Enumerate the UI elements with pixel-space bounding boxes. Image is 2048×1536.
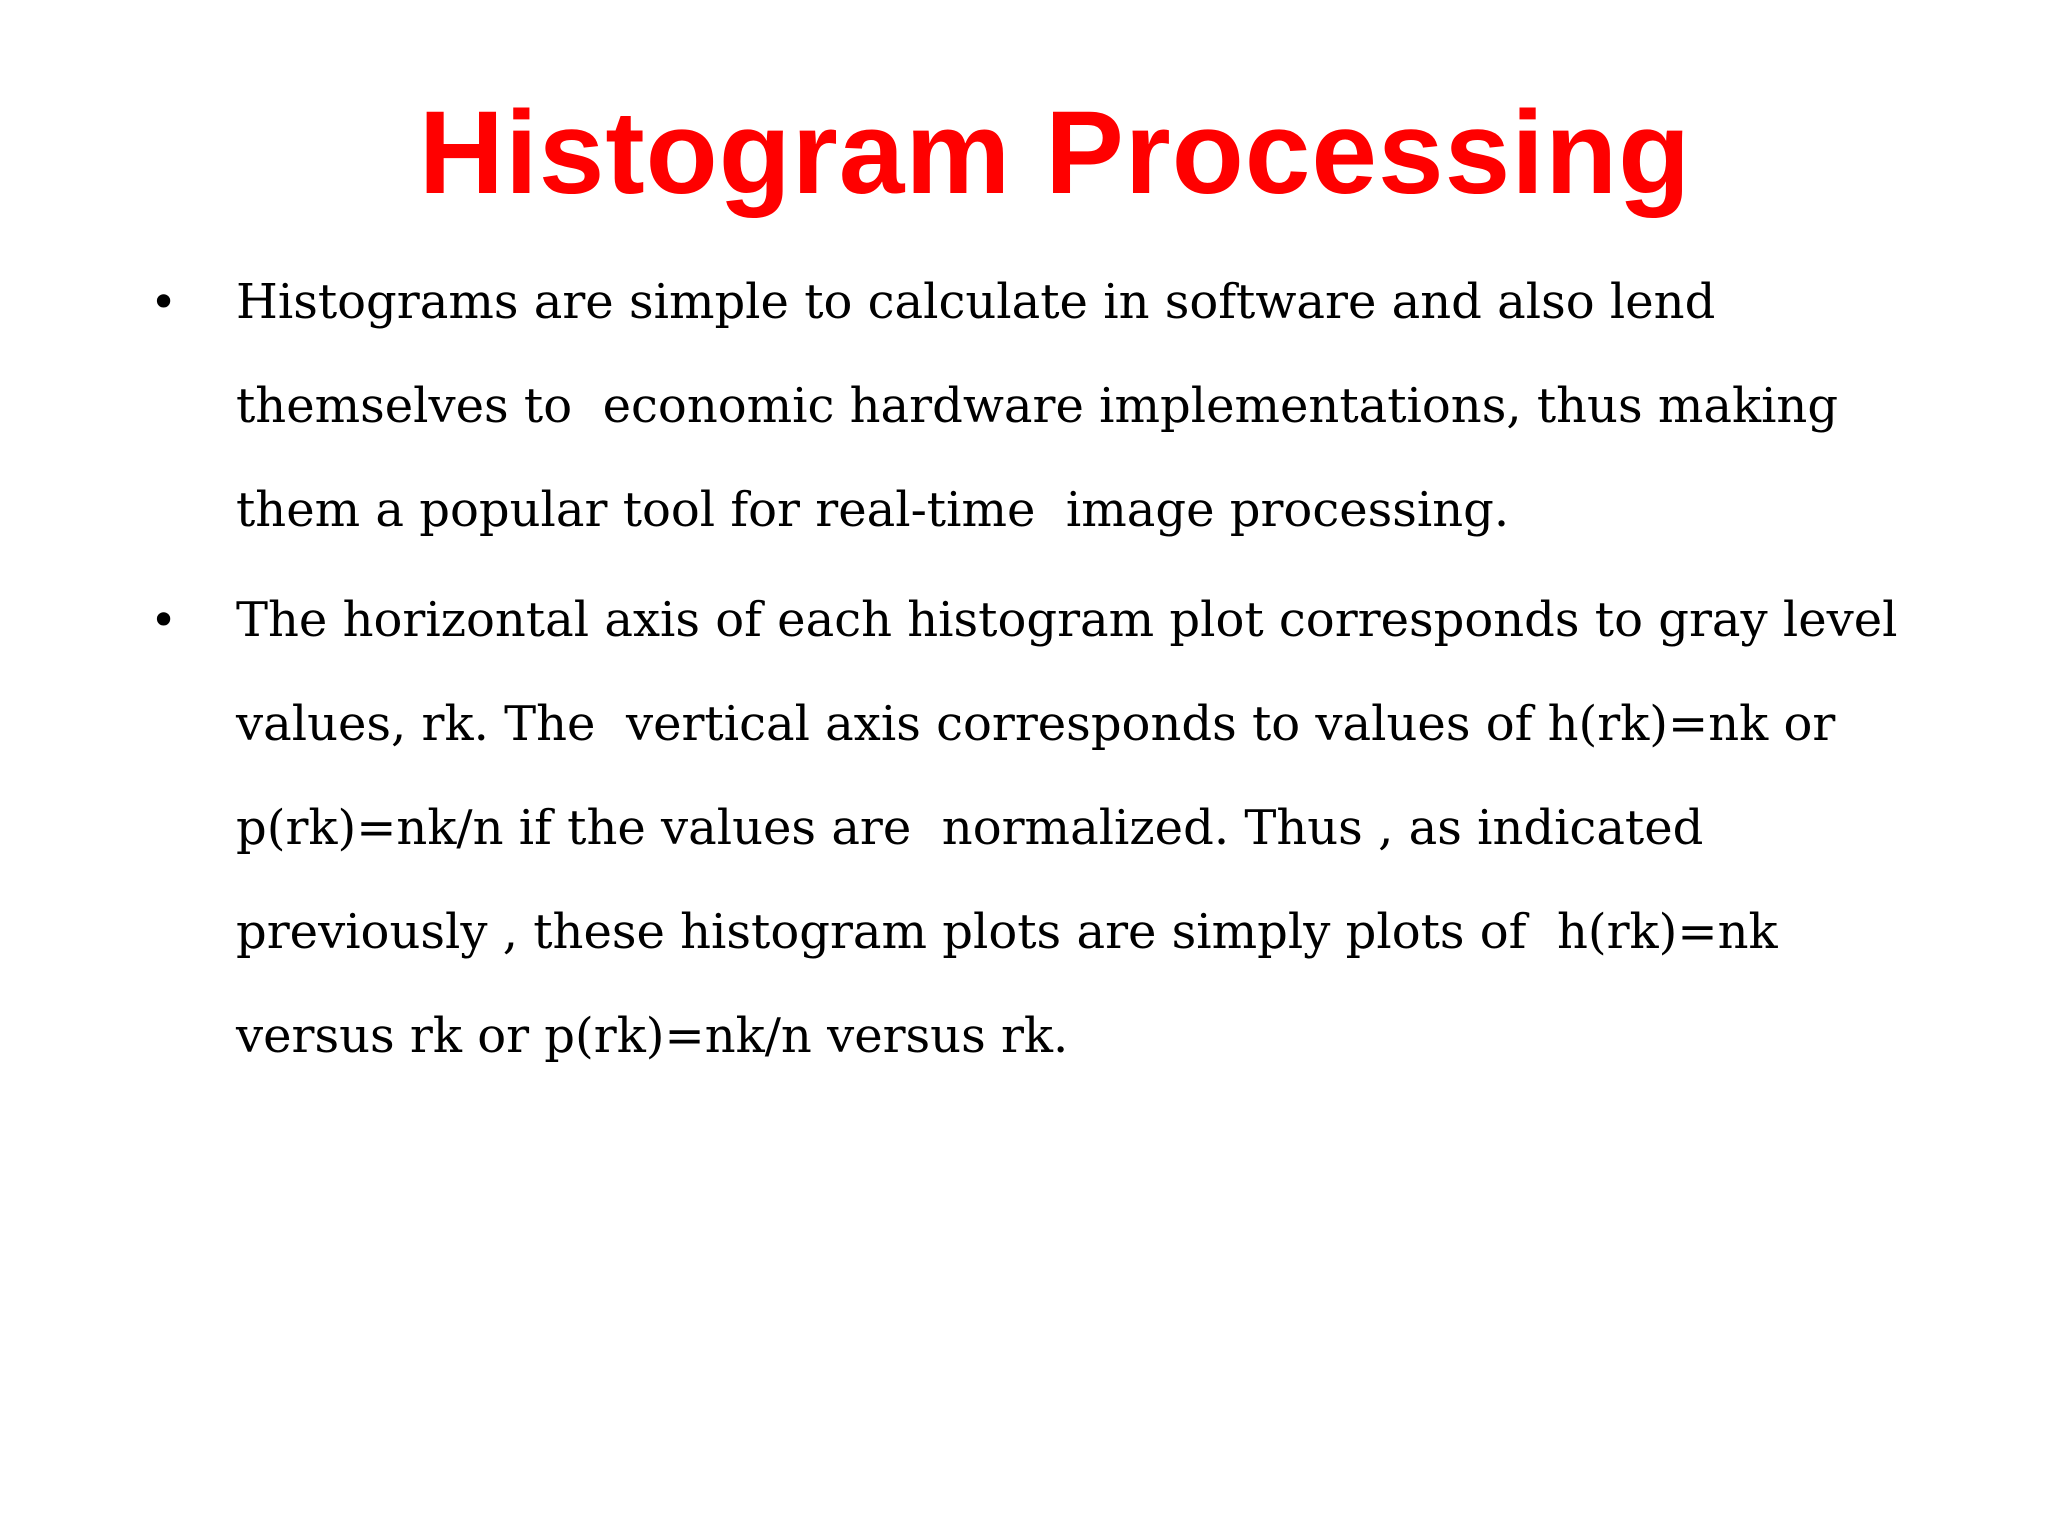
text-line: previously , these histogram plots are simply plots of h(rk)=nk (236, 904, 1778, 960)
text-line: p(rk)=nk/n if the values are normalized. Thus , as indicated (236, 800, 1704, 856)
bullet-text (236, 568, 1976, 1088)
text-line: themselves to economic hardware implementations, thus making (236, 378, 1839, 434)
text-line: The horizontal axis of each histogram plot corresponds to gray level (236, 592, 1898, 648)
bullet-marker: • (150, 275, 178, 329)
bullet-marker: • (150, 593, 178, 647)
text-line: Histograms are simple to calculate in software and also lend (236, 274, 1716, 330)
text-line: them a popular tool for real-time image processing. (236, 482, 1510, 538)
bullet-text (236, 250, 1976, 562)
slide-title: Histogram Processing (418, 87, 1692, 219)
text-line: versus rk or p(rk)=nk/n versus rk. (236, 1008, 1069, 1064)
text-line: values, rk. The vertical axis corresponds to values of h(rk)=nk or (236, 696, 1836, 752)
